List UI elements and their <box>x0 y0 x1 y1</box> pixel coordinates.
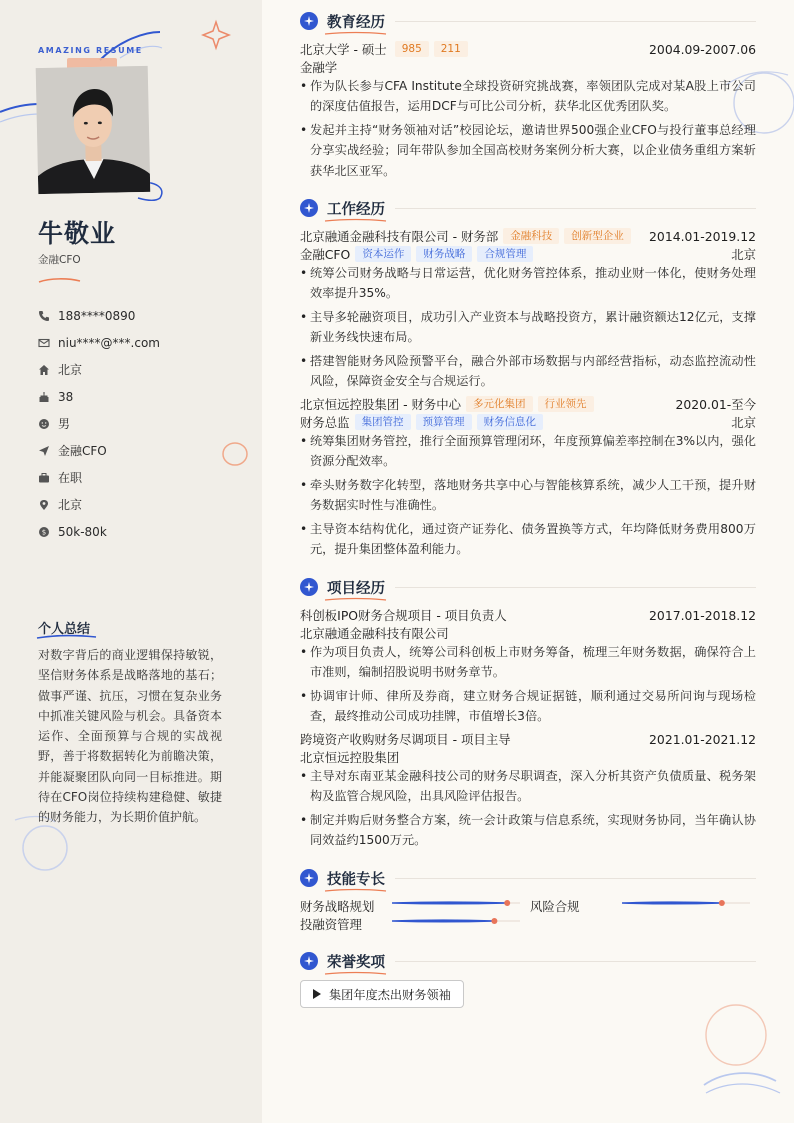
contact-item <box>38 491 248 518</box>
section-underline <box>324 218 388 224</box>
major-row <box>300 58 756 76</box>
section-title: 技能专长 <box>327 871 385 888</box>
sparkle-icon <box>300 869 318 887</box>
project-bullets <box>300 766 756 854</box>
section-underline <box>324 888 388 894</box>
phone-icon <box>38 310 50 322</box>
major: 金融学 <box>300 60 338 75</box>
skill-tag: 合规管理 <box>477 246 533 262</box>
skill-level-bar <box>622 898 750 908</box>
section-title: 荣誉奖项 <box>327 954 385 971</box>
briefcase-icon <box>38 472 50 484</box>
list-item: • 作为队长参与CFA Institute全球投资研究挑战赛，率领团队完成对某A股上市公司的深度估值报告，运用DCF与可比公司分析，获华北区优秀团队奖。 <box>300 76 756 117</box>
section-divider <box>395 587 756 588</box>
contact-age: 38 <box>58 389 74 404</box>
send-icon <box>38 445 50 457</box>
date-range: 2017.01-2018.12 <box>649 607 756 623</box>
contact-list <box>38 302 248 545</box>
location-pin-icon <box>38 499 50 511</box>
resume-tagline: AMAZING RESUME <box>38 46 143 55</box>
contact-target-role: 金融CFO <box>58 444 107 458</box>
date-range: 2014.01-2019.12 <box>649 228 756 244</box>
contact-item <box>38 410 248 437</box>
money-icon <box>38 526 50 538</box>
job-bullets <box>300 431 756 563</box>
sidebar <box>0 0 262 1123</box>
contact-item <box>38 356 248 383</box>
project-org-row <box>300 624 756 642</box>
award-label: 集团年度杰出财务领袖 <box>329 987 451 1002</box>
deco-bottom-right <box>694 995 794 1115</box>
summary-title: 个人总结 <box>38 622 91 637</box>
skill-tag: 资本运作 <box>355 246 411 262</box>
job-role: 金融CFO <box>300 247 351 262</box>
skill-bar-marker <box>719 900 725 906</box>
skill-name: 财务战略规划 <box>300 899 375 914</box>
list-item: • 作为项目负责人，统筹公司科创板上市财务筹备，梳理三年财务数据，确保符合上市准则，编制招股说明书财务章节。 <box>300 642 756 683</box>
list-item: • 协调审计师、律所及券商，建立财务合规证据链，顺利通过交易所问询与现场检查，最终推动公司成功挂牌，市值增长3倍。 <box>300 686 756 727</box>
skill-name: 风险合规 <box>530 899 580 914</box>
list-item: • 统筹公司财务战略与日常运营，优化财务管控体系，推动业财一体化，使财务处理效率提升35%。 <box>300 263 756 304</box>
section-projects-header <box>300 576 756 598</box>
sparkle-icon <box>300 952 318 970</box>
project-name: 科创板IPO财务合规项目 - 项目负责人 <box>300 608 507 623</box>
skill-level-bar <box>392 898 520 908</box>
section-divider <box>395 961 756 962</box>
job-role-row <box>300 413 756 431</box>
skill-tag: 预算管理 <box>416 414 472 430</box>
project-header <box>300 729 756 749</box>
play-icon <box>313 989 321 999</box>
contact-phone: 188****0890 <box>58 308 136 323</box>
company-name: 北京融通金融科技有限公司 - 财务部 <box>300 229 499 244</box>
section-underline <box>324 971 388 977</box>
project-bullets <box>300 642 756 730</box>
project-org-row <box>300 748 756 766</box>
contact-item <box>38 302 248 329</box>
contact-item <box>38 329 248 356</box>
sparkle-icon <box>300 12 318 30</box>
sparkle-icon <box>300 578 318 596</box>
list-item: • 牵头财务数字化转型，落地财务共享中心与智能核算系统，减少人工干预，提升财务数据实时性与准确性。 <box>300 475 756 516</box>
skill-bar-fill <box>622 902 722 904</box>
list-item: • 主导对东南亚某金融科技公司的财务尽职调查，深入分析其资产负债质量、税务架构及监管合规风险，出具风险评估报告。 <box>300 766 756 807</box>
job-header <box>300 226 756 246</box>
section-divider <box>395 208 756 209</box>
summary-underline <box>36 634 98 640</box>
name-underline <box>38 278 82 284</box>
section-title: 工作经历 <box>327 201 385 218</box>
contact-status: 在职 <box>58 471 83 485</box>
award-item <box>300 980 464 1008</box>
tag-badge: 金融科技 <box>503 228 559 244</box>
skill-name: 投融资管理 <box>300 917 362 932</box>
profile-photo <box>36 66 151 194</box>
list-item: • 主导资本结构优化，通过资产证券化、债务置换等方式，年均降低财务费用800万元，提升集团整体盈利能力。 <box>300 519 756 560</box>
list-item: • 主导多轮融资项目，成功引入产业资本与战略投资方，累计融资额达12亿元，支撑新业务线快速布局。 <box>300 307 756 348</box>
list-item: • 发起并主持“财务领袖对话”校园论坛，邀请世界500强企业CFO与投行董事总经理分享实战经验；同年带队参加全国高校财务案例分析大赛，以企业债务重组方案斩获华北区亚军。 <box>300 120 756 181</box>
contact-salary: 50k-80k <box>58 524 107 539</box>
date-range: 2020.01-至今 <box>675 397 756 412</box>
job-role-row <box>300 245 756 263</box>
project-name: 跨境资产收购财务尽调项目 - 项目主导 <box>300 732 511 747</box>
candidate-name: 牛敬业 <box>38 219 117 248</box>
tag-badge: 创新型企业 <box>564 228 631 244</box>
skill-level-bar <box>392 916 520 926</box>
education-bullets <box>300 76 756 184</box>
section-skills-header <box>300 867 756 889</box>
section-education-header <box>300 10 756 32</box>
summary-text: 对数字背后的商业逻辑保持敏锐，坚信财务体系是战略落地的基石；做事严谨、抗压，习惯在复杂业务中抓准关键风险与机会。具备资本运作、全面预算与合规的实战视野，善于将数据转化为前瞻决策，并能凝聚团队向同一目标推进。期待在CFO岗位持续构建稳健、敏捷的财务能力，为长期价值护航。 <box>38 648 222 825</box>
contact-email: niu****@***.com <box>58 335 160 350</box>
job-header <box>300 394 756 414</box>
skill-tag: 财务信息化 <box>477 414 544 430</box>
face-icon <box>38 418 50 430</box>
company-name: 北京恒远控股集团 - 财务中心 <box>300 397 462 412</box>
list-item: • 制定并购后财务整合方案，统一会计政策与信息系统，实现财务协同，当年确认协同效益约1500万元。 <box>300 810 756 851</box>
tag-badge: 多元化集团 <box>466 396 533 412</box>
contact-item <box>38 464 248 491</box>
job-city: 北京 <box>731 415 756 430</box>
candidate-title: 金融CFO <box>38 254 81 266</box>
project-org: 北京恒远控股集团 <box>300 750 400 765</box>
section-underline <box>324 31 388 37</box>
job-city: 北京 <box>731 247 756 262</box>
tag-badge: 211 <box>434 41 468 57</box>
section-honors-header <box>300 950 756 972</box>
school-name: 北京大学 - 硕士 <box>300 42 387 57</box>
project-header <box>300 605 756 625</box>
date-range: 2021.01-2021.12 <box>649 731 756 747</box>
section-title: 教育经历 <box>327 14 385 31</box>
contact-home: 北京 <box>58 363 83 377</box>
contact-gender: 男 <box>58 417 71 431</box>
contact-item <box>38 518 248 545</box>
sparkle-icon <box>300 199 318 217</box>
list-item: • 统筹集团财务管控，推行全面预算管理闭环，年度预算偏差率控制在3%以内，强化资源分配效率。 <box>300 431 756 472</box>
svg-text:$: $ <box>41 528 47 536</box>
project-org: 北京融通金融科技有限公司 <box>300 626 449 641</box>
date-range: 2004.09-2007.06 <box>649 41 756 57</box>
skill-bar-marker <box>504 900 510 906</box>
list-item: • 搭建智能财务风险预警平台，融合外部市场数据与内部经营指标，动态监控流动性风险，保障资金安全与合规运行。 <box>300 351 756 392</box>
contact-item <box>38 383 248 410</box>
section-title: 项目经历 <box>327 580 385 597</box>
mail-icon <box>38 337 50 349</box>
skill-tag: 财务战略 <box>416 246 472 262</box>
skill-bar-marker <box>491 918 497 924</box>
skill-bar-fill <box>392 920 494 922</box>
education-row <box>300 39 756 59</box>
cake-icon <box>38 391 50 403</box>
section-work-header <box>300 197 756 219</box>
section-underline <box>324 597 388 603</box>
job-bullets <box>300 263 756 395</box>
tag-badge: 985 <box>395 41 429 57</box>
contact-location: 北京 <box>58 498 83 512</box>
skill-bar-fill <box>392 902 507 904</box>
section-divider <box>395 21 756 22</box>
contact-item <box>38 437 248 464</box>
job-role: 财务总监 <box>300 415 350 430</box>
tag-badge: 行业领先 <box>538 396 594 412</box>
skill-tag: 集团管控 <box>355 414 411 430</box>
home-icon <box>38 364 50 376</box>
section-divider <box>395 878 756 879</box>
